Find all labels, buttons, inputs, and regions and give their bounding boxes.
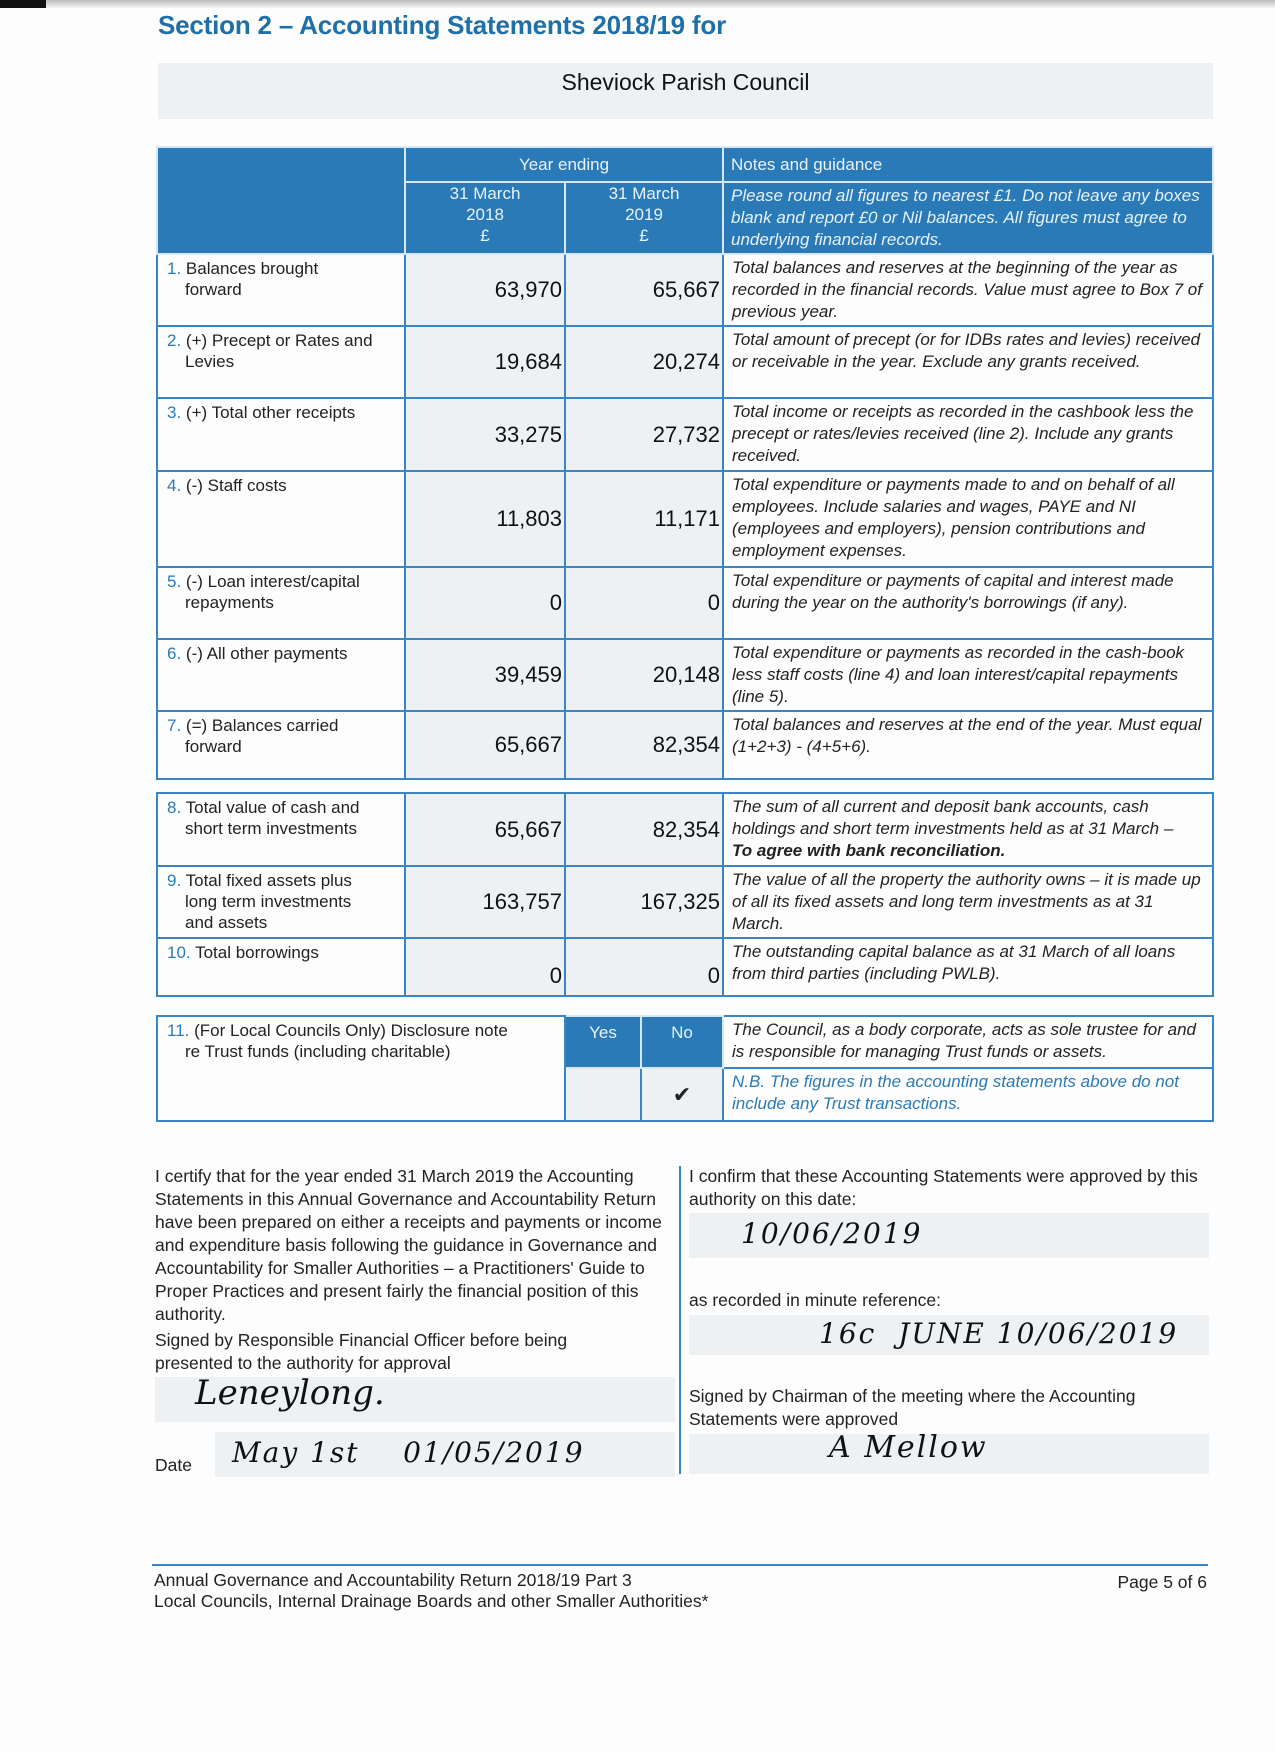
- row-label: 8. Total value of cash and short term investments: [157, 793, 405, 866]
- table-row: [157, 567, 1213, 639]
- scan-corner: [0, 0, 46, 8]
- table-row: [157, 866, 1213, 938]
- row-label: 1. Balances brought forward: [157, 254, 405, 326]
- table-row: [157, 326, 1213, 398]
- year-ending-header: Year ending: [405, 147, 723, 182]
- col-2018-header: [405, 182, 565, 254]
- row-number: 2.: [167, 331, 182, 350]
- date-label: Date: [155, 1455, 192, 1475]
- guidance-note: Please round all figures to nearest £1. Do not leave any boxes blank and report £0 or Nil balances. All figures must agree to underlying financial records.: [723, 182, 1213, 254]
- rfo-signature-field[interactable]: [155, 1373, 675, 1422]
- page-number: Page 5 of 6: [1117, 1572, 1207, 1592]
- value-2019[interactable]: 27,732: [565, 398, 723, 471]
- trust-label: 11. (For Local Councils Only) Disclosure note re Trust funds (including charitable): [157, 1016, 565, 1121]
- no-checkbox-checked[interactable]: ✔: [641, 1068, 723, 1121]
- row-number: 10.: [167, 943, 191, 962]
- trust-disclosure-table: [156, 1015, 1214, 1122]
- minute-label: as recorded in minute reference:: [689, 1290, 941, 1310]
- trust-nb-note: N.B. The figures in the accounting statements above do not include any Trust transactions.: [723, 1068, 1213, 1121]
- rfo-sign-label: Signed by Responsible Financial Officer before being presented to the authority for approval: [155, 1330, 568, 1373]
- council-name-field: [158, 63, 1213, 119]
- value-2019[interactable]: 167,325: [565, 866, 723, 938]
- col-2019-header: [565, 182, 723, 254]
- col-2018-line1: 31 March: [449, 184, 521, 203]
- column-divider: [679, 1166, 681, 1474]
- table-row: [157, 711, 1213, 779]
- value-2018[interactable]: 65,667: [405, 793, 565, 866]
- row-note: Total income or receipts as recorded in the cashbook less the precept or rates/levies received (line 2). Include any grants received.: [723, 398, 1213, 471]
- row-note: Total expenditure or payments made to and on behalf of all employees. Include salaries and wages, PAYE and NI (employees and employers), pension contributions and employment expenses.: [723, 471, 1213, 567]
- row-note: The value of all the property the authority owns – it is made up of all its fixed assets and long term investments as at 31 March.: [723, 866, 1213, 938]
- table-row: [157, 793, 1213, 866]
- scan-edge: [0, 0, 1275, 8]
- value-2019[interactable]: 0: [565, 938, 723, 996]
- table-row: [157, 398, 1213, 471]
- row-note: Total expenditure or payments as recorded in the cash-book less staff costs (line 4) and loan interest/capital repayments (line 5).: [723, 639, 1213, 711]
- approval-date-field[interactable]: [689, 1213, 1209, 1258]
- minute-reference: 16c JUNE 10/06/2019: [819, 1317, 1179, 1350]
- notes-header: Notes and guidance: [723, 147, 1213, 182]
- table-row: [157, 471, 1213, 567]
- value-2018[interactable]: 33,275: [405, 398, 565, 471]
- council-name: Sheviock Parish Council: [561, 69, 810, 95]
- value-2018[interactable]: 0: [405, 567, 565, 639]
- row-note: The outstanding capital balance as at 31 March of all loans from third parties (including PWLB).: [723, 938, 1213, 996]
- value-2019[interactable]: 0: [565, 567, 723, 639]
- row-label: 5. (-) Loan interest/capital repayments: [157, 567, 405, 639]
- row-label: 9. Total fixed assets plus long term investments and assets: [157, 866, 405, 938]
- chair-signature-field[interactable]: [689, 1430, 1209, 1474]
- value-2019[interactable]: 20,148: [565, 639, 723, 711]
- row-number: 11.: [167, 1021, 190, 1040]
- row-number: 7.: [167, 716, 182, 735]
- row-note: Total balances and reserves at the beginning of the year as recorded in the financial records. Value must agree to Box 7 of previous year.: [723, 254, 1213, 326]
- page-title: Section 2 – Accounting Statements 2018/19 for: [158, 10, 726, 40]
- footer-line-1: Annual Governance and Accountability Return 2018/19 Part 3: [154, 1570, 632, 1590]
- value-2018[interactable]: 63,970: [405, 254, 565, 326]
- row-label: 4. (-) Staff costs: [157, 471, 405, 567]
- no-header: No: [641, 1016, 723, 1068]
- row-label: 2. (+) Precept or Rates and Levies: [157, 326, 405, 398]
- yes-checkbox[interactable]: [565, 1068, 641, 1121]
- value-2018[interactable]: 65,667: [405, 711, 565, 779]
- row-label: 6. (-) All other payments: [157, 639, 405, 711]
- row-number: 4.: [167, 476, 182, 495]
- col-2019-currency: £: [639, 226, 649, 245]
- row-number: 1.: [167, 259, 182, 278]
- footer-line-2: Local Councils, Internal Drainage Boards and other Smaller Authorities*: [154, 1591, 709, 1611]
- row-number: 8.: [167, 798, 182, 817]
- row-number: 9.: [167, 871, 182, 890]
- col-2018-currency: £: [480, 226, 490, 245]
- row-number: 3.: [167, 403, 182, 422]
- table-row: [157, 254, 1213, 326]
- approval-date: 10/06/2019: [741, 1217, 923, 1250]
- value-2018[interactable]: 19,684: [405, 326, 565, 398]
- table-row: [157, 938, 1213, 996]
- row-note: Total amount of precept (or for IDBs rates and levies) received or receivable in the year. Exclude any grants received.: [723, 326, 1213, 398]
- col-2019-line2: 2019: [625, 205, 663, 224]
- minute-reference-field[interactable]: [689, 1315, 1209, 1355]
- chair-signature: A Mellow: [829, 1430, 988, 1465]
- rfo-certification-text: I certify that for the year ended 31 March 2019 the Accounting Statements in this Annual Governance and Accountability Return have been prepared on either a receipts and payments or income and expenditure basis following the guidance in Governance and Accountability for Smaller Authorities – a Practitioners' Guide to Proper Practices and present fairly the financial position of this authority.: [155, 1166, 662, 1324]
- rfo-date-field[interactable]: [215, 1432, 675, 1477]
- value-2018[interactable]: 0: [405, 938, 565, 996]
- col-2019-line1: 31 March: [608, 184, 680, 203]
- row-number: 6.: [167, 644, 182, 663]
- value-2018[interactable]: 163,757: [405, 866, 565, 938]
- value-2019[interactable]: 82,354: [565, 711, 723, 779]
- value-2019[interactable]: 20,274: [565, 326, 723, 398]
- row-note: Total expenditure or payments of capital and interest made during the year on the authority's borrowings (if any).: [723, 567, 1213, 639]
- yes-header: Yes: [565, 1016, 641, 1068]
- row-number: 5.: [167, 572, 182, 591]
- row-label: 7. (=) Balances carried forward: [157, 711, 405, 779]
- row-note: Total balances and reserves at the end of the year. Must equal (1+2+3) - (4+5+6).: [723, 711, 1213, 779]
- row-label: 3. (+) Total other receipts: [157, 398, 405, 471]
- rfo-signature: Leneylong.: [195, 1373, 385, 1413]
- footer-divider: [152, 1564, 1208, 1566]
- assets-table: [156, 792, 1214, 997]
- trust-note: The Council, as a body corporate, acts as sole trustee for and is responsible for managing Trust funds or assets.: [723, 1016, 1213, 1068]
- confirm-text: I confirm that these Accounting Statements were approved by this authority on this date:: [689, 1166, 1198, 1209]
- rfo-date: May 1st 01/05/2019: [232, 1436, 585, 1469]
- table-row: [157, 639, 1213, 711]
- row-note: The sum of all current and deposit bank accounts, cash holdings and short term investments held as at 31 March – To agree with bank reconciliation.: [723, 793, 1213, 866]
- accounting-statements-table: [156, 146, 1214, 780]
- row-label: 10. Total borrowings: [157, 938, 405, 996]
- value-2019[interactable]: 82,354: [565, 793, 723, 866]
- value-2018[interactable]: 11,803: [405, 471, 565, 567]
- value-2019[interactable]: 11,171: [565, 471, 723, 567]
- col-2018-line2: 2018: [466, 205, 504, 224]
- header-blank: [157, 147, 405, 254]
- chair-sign-label: Signed by Chairman of the meeting where the Accounting Statements were approved: [689, 1386, 1136, 1429]
- value-2019[interactable]: 65,667: [565, 254, 723, 326]
- value-2018[interactable]: 39,459: [405, 639, 565, 711]
